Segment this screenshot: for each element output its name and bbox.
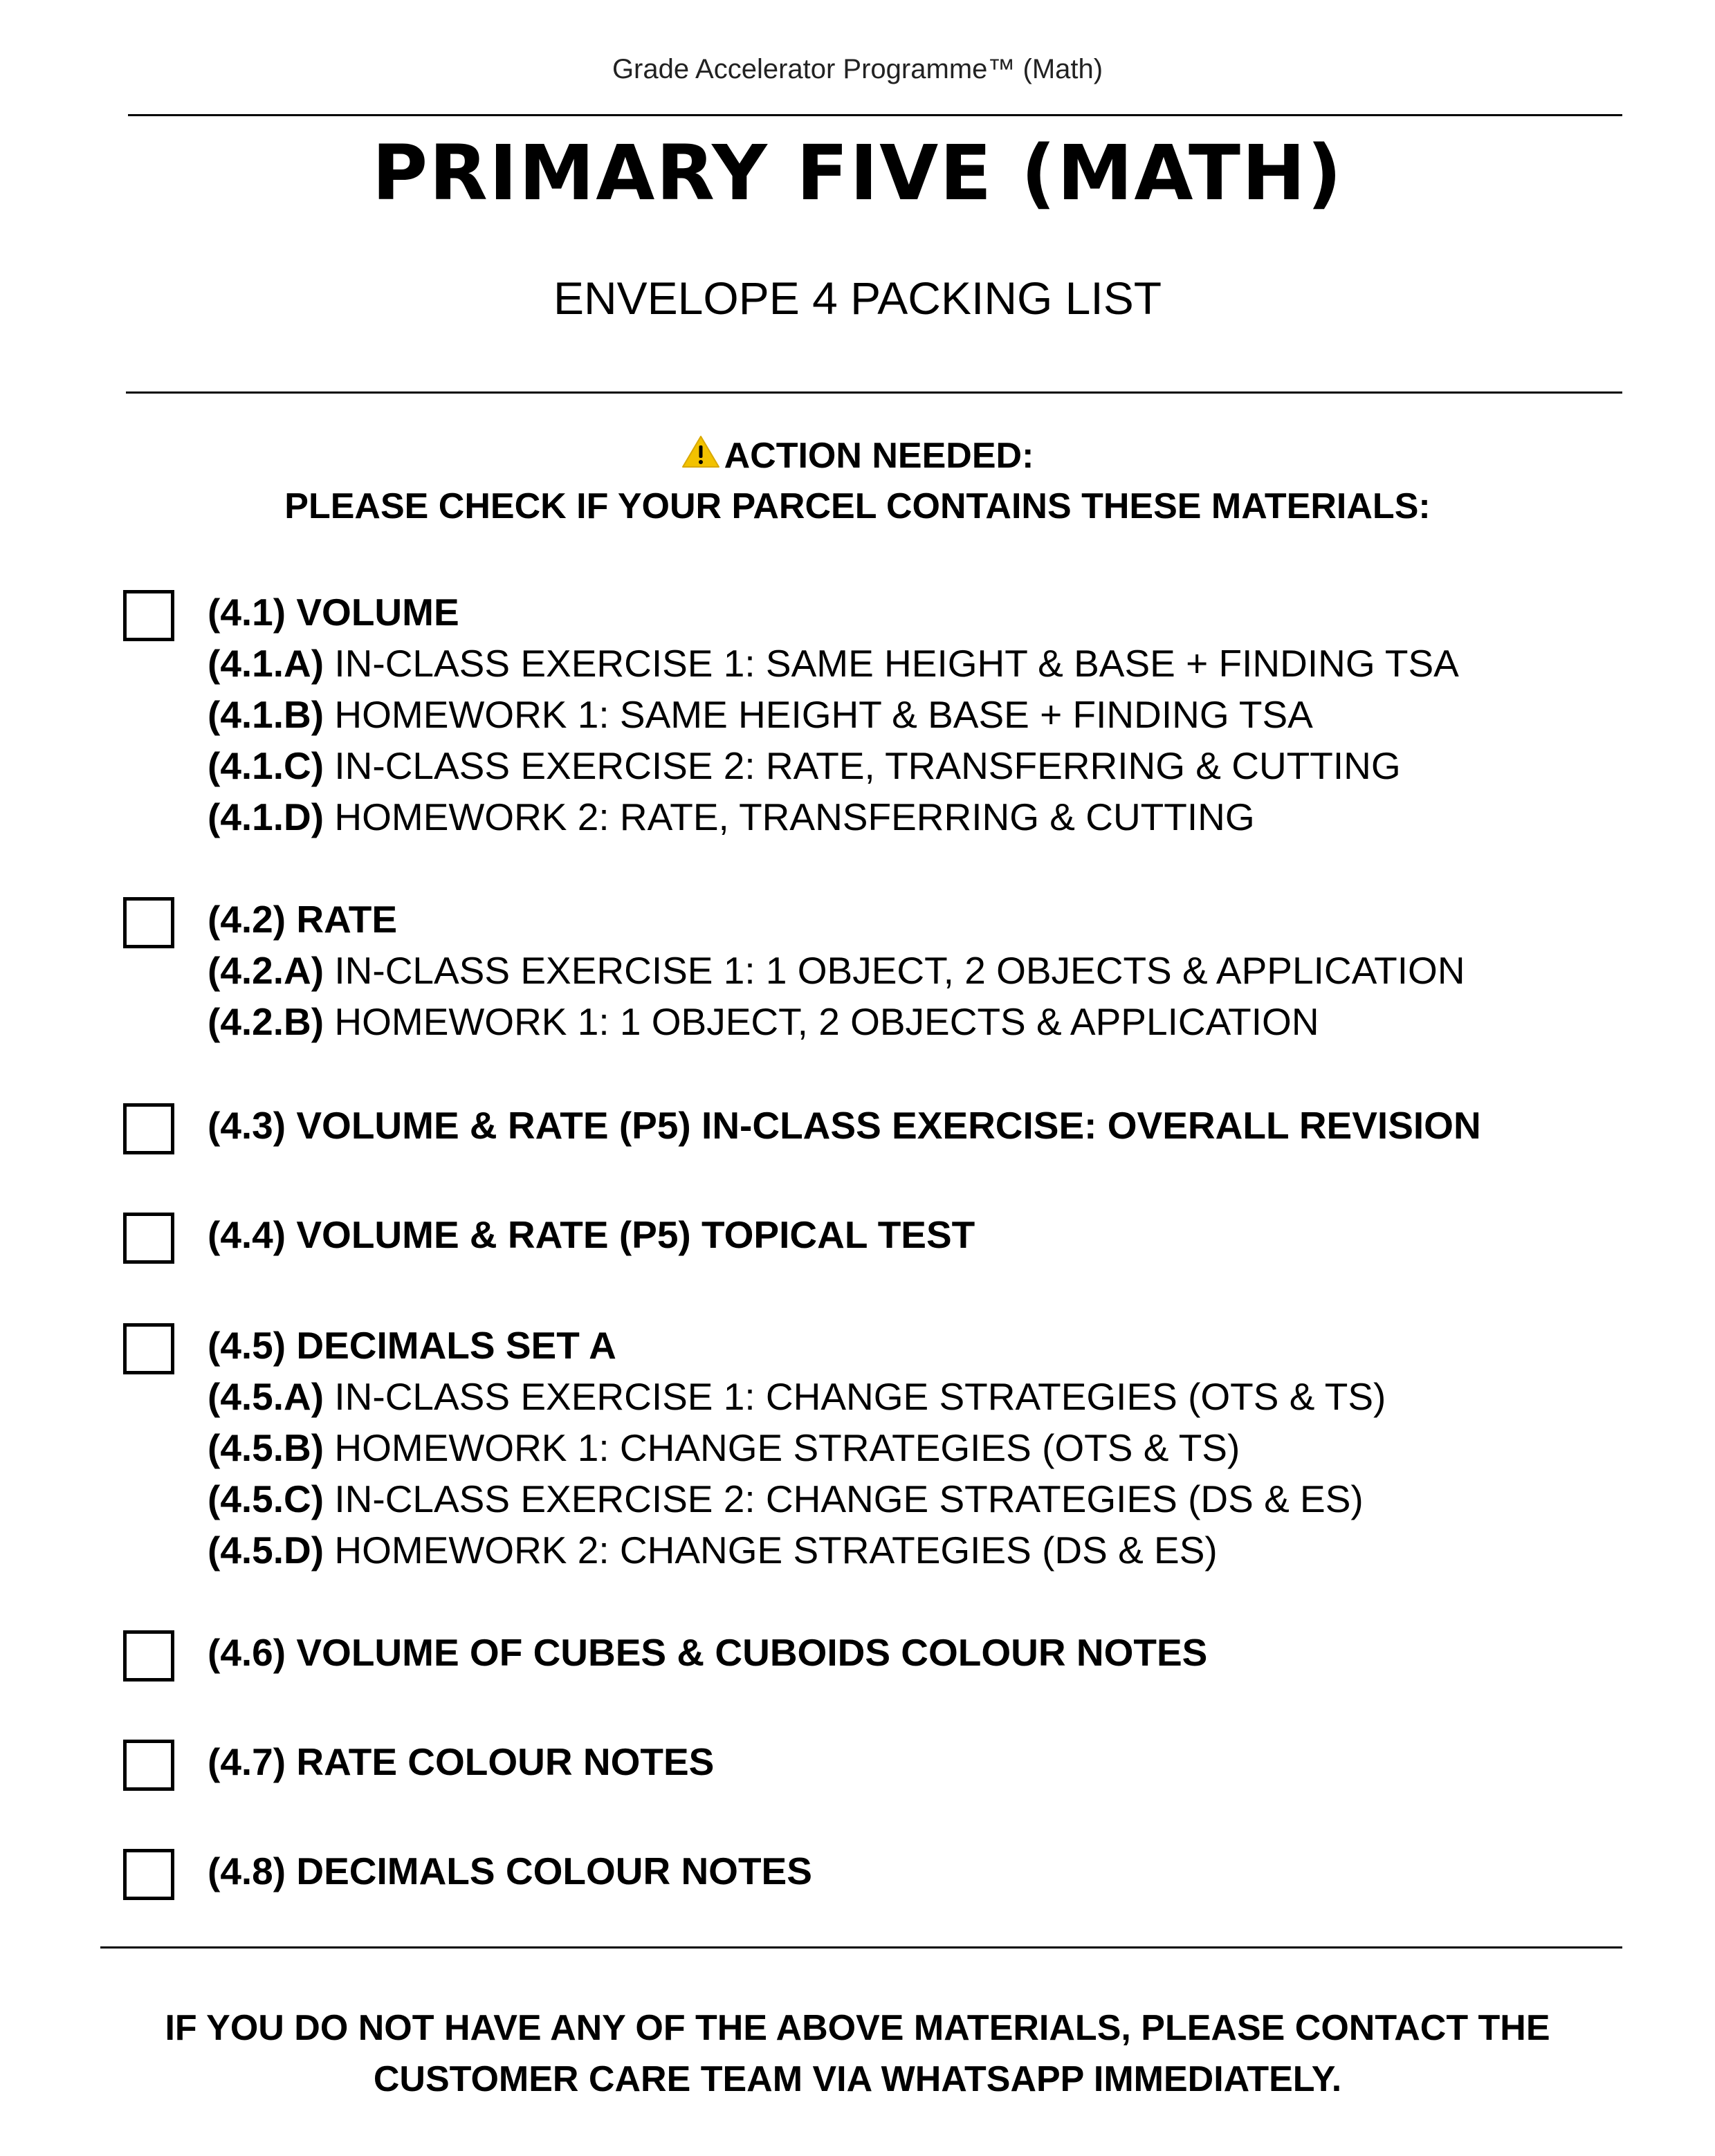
sub-item [208,1524,1674,1576]
title-divider [126,391,1622,394]
checkbox-4-3[interactable] [123,1103,174,1154]
page-title: PRIMARY FIVE (MATH) [372,129,1343,217]
item-heading: (4.8) DECIMALS COLOUR NOTES [208,1850,812,1892]
sub-item-code: (4.1.D) [208,795,324,838]
sub-item [208,945,1674,996]
sub-item-text: HOMEWORK 1: 1 OBJECT, 2 OBJECTS & APPLICATION [324,1000,1319,1043]
sub-item-text: HOMEWORK 2: CHANGE STRATEGIES (DS & ES) [324,1529,1218,1572]
sub-item [208,638,1674,689]
action-needed-label: ACTION NEEDED: [724,436,1034,476]
program-name: Grade Accelerator Programme™ (Math) [612,54,1103,84]
sub-item-text: IN-CLASS EXERCISE 2: CHANGE STRATEGIES (DS & ES) [324,1477,1364,1520]
sub-item-text: HOMEWORK 1: CHANGE STRATEGIES (OTS & TS) [324,1426,1240,1469]
checkbox-4-7[interactable] [123,1740,174,1791]
action-needed [0,434,1715,474]
warning-icon [681,434,720,469]
item-heading: (4.2) RATE [208,898,398,941]
checkbox-4-2[interactable] [123,897,174,948]
sub-item-code: (4.1.C) [208,744,324,787]
sub-item-text: HOMEWORK 1: SAME HEIGHT & BASE + FINDING TSA [324,693,1313,736]
sub-item [208,1473,1674,1524]
checkbox-4-8[interactable] [123,1849,174,1900]
page-subtitle: ENVELOPE 4 PACKING LIST [553,273,1162,324]
footer-divider [100,1946,1622,1948]
sub-item-code: (4.1.B) [208,693,324,736]
checkbox-4-4[interactable] [123,1213,174,1264]
sub-item-code: (4.5.A) [208,1375,324,1418]
sub-item-text: IN-CLASS EXERCISE 1: CHANGE STRATEGIES (OTS & TS) [324,1375,1386,1418]
sub-item-code: (4.5.D) [208,1529,324,1572]
sub-item [208,996,1674,1047]
sub-item-code: (4.1.A) [208,642,324,685]
item-heading: (4.6) VOLUME OF CUBES & CUBOIDS COLOUR NOTES [208,1631,1208,1674]
sub-item [208,791,1674,842]
item-heading: (4.5) DECIMALS SET A [208,1324,616,1367]
sub-item [208,1371,1674,1422]
sub-item-text: IN-CLASS EXERCISE 1: SAME HEIGHT & BASE + FINDING TSA [324,642,1459,685]
footer-line-1: IF YOU DO NOT HAVE ANY OF THE ABOVE MATERIALS, PLEASE CONTACT THE [165,2008,1550,2048]
sub-item-code: (4.2.B) [208,1000,324,1043]
sub-item-code: (4.5.C) [208,1477,324,1520]
sub-item [208,689,1674,740]
action-instruction: PLEASE CHECK IF YOUR PARCEL CONTAINS THESE MATERIALS: [284,486,1431,526]
sub-item-code: (4.5.B) [208,1426,324,1469]
item-heading: (4.7) RATE COLOUR NOTES [208,1740,715,1783]
checkbox-4-5[interactable] [123,1323,174,1374]
item-heading: (4.1) VOLUME [208,591,459,634]
sub-item-text: HOMEWORK 2: RATE, TRANSFERRING & CUTTING [324,795,1255,838]
sub-item-text: IN-CLASS EXERCISE 2: RATE, TRANSFERRING & CUTTING [324,744,1401,787]
sub-item [208,740,1674,791]
header-divider [128,114,1622,116]
sub-item-code: (4.2.A) [208,949,324,992]
item-heading: (4.4) VOLUME & RATE (P5) TOPICAL TEST [208,1213,975,1256]
item-heading: (4.3) VOLUME & RATE (P5) IN-CLASS EXERCISE: OVERALL REVISION [208,1104,1481,1147]
footer-line-2: CUSTOMER CARE TEAM VIA WHATSAPP IMMEDIATELY. [373,2059,1342,2099]
checkbox-4-6[interactable] [123,1630,174,1682]
footer-notice [0,2002,1715,2105]
checkbox-4-1[interactable] [123,590,174,641]
sub-item-text: IN-CLASS EXERCISE 1: 1 OBJECT, 2 OBJECTS & APPLICATION [324,949,1465,992]
sub-item [208,1422,1674,1473]
